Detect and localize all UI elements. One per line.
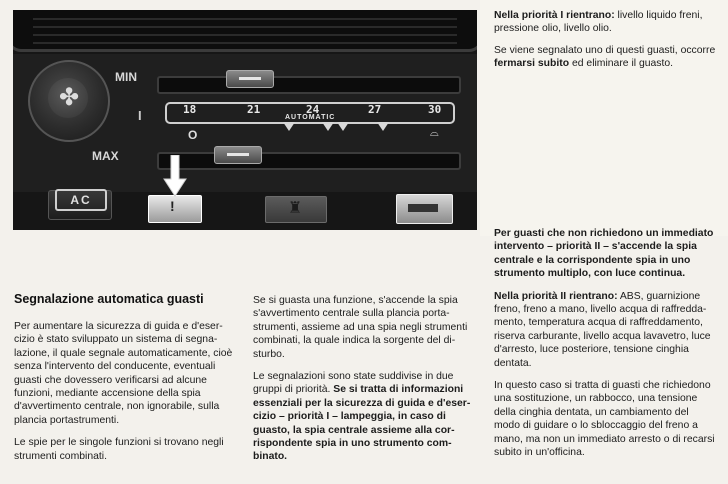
min-label: MIN <box>115 70 137 84</box>
lower-slider-slot <box>157 152 461 170</box>
scale-arrow-icon <box>377 122 389 131</box>
right-top-text <box>494 9 716 71</box>
defrost-icon: ⌓ <box>430 127 439 139</box>
temp-tick-21: 21 <box>247 103 261 116</box>
fault-paragraph: Se si guasta una funzione, s'accende la spia s'avvertimento centrale sulla plancia portastrumenti, assieme ad una spia negli strumenti combinati, la quale indica la sorgente del disturbo. <box>253 295 468 360</box>
scale-arrow-icon <box>322 122 334 131</box>
air-vent <box>13 10 477 50</box>
fan-icon: ✤ <box>58 84 80 111</box>
priority-one-explanation: Se si tratta di informazioni essenziali per la sicurezza di guida e d'esercizio – priorità I – lampeggia, in caso di guasto, la spia centrale assieme alla corrispondente spia in uno strumento combinato. <box>253 384 471 463</box>
warning-mark: ! <box>170 198 175 214</box>
priority-one-label: Nella priorità I rientrano: <box>494 10 615 21</box>
intro-paragraph: Per aumentare la sicurezza di guida e d'esercizio è stato sviluppato un sistema di segnalazione, il quale segnale automaticamente, cioè senza l'intervento del conducente, eventuali guasti che dovessero verificarsi ad alcune funzioni, mediante accensione della spia d'avvertimento centrale, non ignorabile, sulla plancia portastrumenti. <box>14 321 233 426</box>
column-two-text <box>253 294 476 464</box>
right-mid-text <box>494 227 716 460</box>
scale-arrow-icon <box>337 122 349 131</box>
i-symbol: I <box>138 108 142 123</box>
automatic-label: AUTOMATIC <box>285 114 336 121</box>
column-one-text <box>14 320 236 463</box>
priority-two-items: ABS, guarnizione freno, freno a mano, livello acqua di raffreddamento, temperatura acqua di raffreddamento, riserva carburante, livello acqua lavavetro, luce d'arresto, luce posteriore, tensione cinghia dentata. <box>494 290 711 369</box>
temp-tick-18: 18 <box>183 103 197 116</box>
stop-now-text: fermarsi subito <box>494 58 570 70</box>
stop-text-post: ed eliminare il guasto. <box>569 58 674 70</box>
max-label: MAX <box>92 149 119 163</box>
lower-slider-handle <box>214 146 262 164</box>
priority-two-label: Nella priorità II rientrano: <box>494 290 618 302</box>
pointer-arrow-icon <box>163 155 187 197</box>
priority-two-intro: Per guasti che non richiedono un immediato intervento – priorità II – s'accende la spia centrale e la corrispondente spia in uno strumento multiplo, con luce continua. <box>494 228 714 280</box>
priority-groups-text: Le segnalazioni sono state suddivise in due gruppi di priorità. <box>253 371 454 396</box>
ac-label: AC <box>55 189 107 211</box>
temp-tick-27: 27 <box>368 103 382 116</box>
stop-text-pre: Se viene segnalato uno di questi guasti, occorre <box>494 44 716 56</box>
scale-arrow-icon <box>283 122 295 131</box>
temp-tick-24: 24 <box>306 103 320 116</box>
priority-one-items: livello liquido freni, pressione olio, livello olio. <box>494 10 703 35</box>
priority-two-explanation: In questo caso si tratta di guasti che richiedono una sostituzione, un rabbocco, una tensione della cinghia dentata, un cambiamento del modo di guidare o lo sbloccaggio del freno a mano, ma non un immediato arresto o di recarsi subito in un'officina. <box>494 380 715 459</box>
upper-slider-handle <box>226 70 274 88</box>
temp-tick-30: 30 <box>428 103 442 116</box>
rear-defrost-icon <box>408 204 438 212</box>
section-heading: Segnalazione automatica guasti <box>14 292 204 306</box>
seat-belt-icon: ♜ <box>288 200 303 217</box>
zero-symbol: O <box>188 128 198 142</box>
upper-slider-slot <box>157 76 461 94</box>
lamps-paragraph: Le spie per le singole funzioni si trovano negli strumenti combinati. <box>14 437 224 462</box>
